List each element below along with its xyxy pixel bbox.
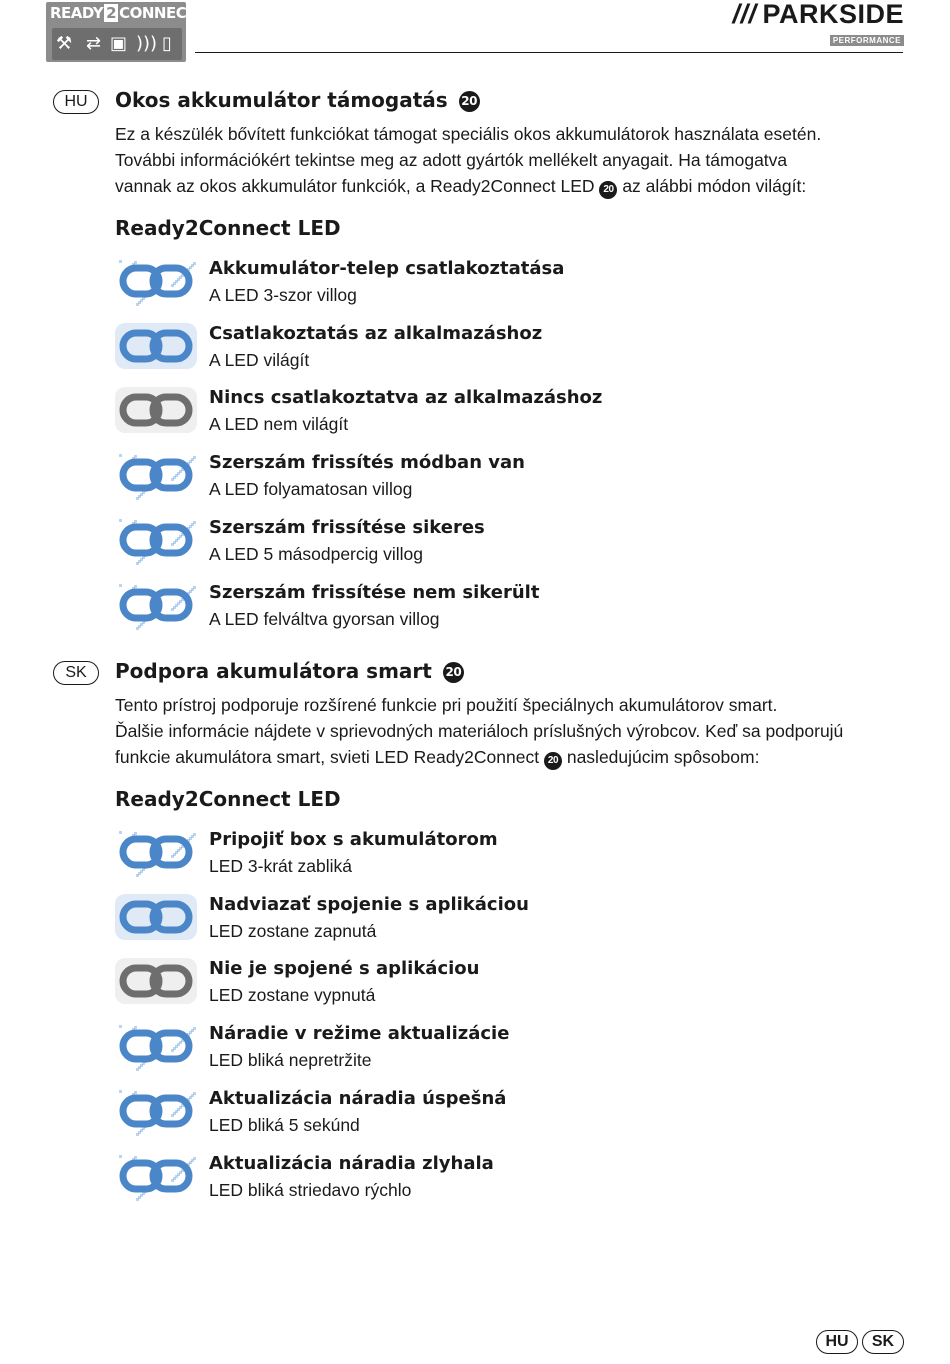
led-state-row [115,827,875,881]
footer-badge-hu: HU [816,1330,858,1354]
led-state-row [115,956,875,1010]
link-led-blinking-icon [115,256,197,306]
link-led-on-icon [115,892,197,942]
led-state-label: Pripojiť box s akumulátorom [209,829,498,850]
link-led-blinking-icon [115,580,197,630]
ready2connect-logo [46,2,196,62]
led-state-label: Akkumulátor-telep csatlakoztatása [209,258,565,279]
led-state-row [115,515,875,569]
led-state-label: Náradie v režime aktualizácie [209,1023,510,1045]
link-led-off-icon [115,956,197,1006]
phone-icon: ▯ [162,33,172,54]
led-state-description: A LED világít [209,349,310,370]
led-state-description: A LED nem világít [209,414,349,435]
led-state-row [115,892,875,946]
link-led-blinking-icon [115,1151,197,1201]
brand-logo [732,0,904,47]
footer-lang-badges [812,1330,904,1354]
ready2connect-logo-title: READY 2 CONNECT [50,4,196,22]
led-subtitle-hu: Ready2Connect LED [115,216,341,240]
link-led-off-icon [115,385,197,435]
ready2connect-logo-icons [52,28,182,60]
led-state-description: A LED 3-szor villog [209,285,357,305]
brand-name: /// PARKSIDE [732,0,904,29]
led-state-row [115,1151,875,1205]
ref-number-badge: 20 [459,91,480,112]
link-led-blinking-icon [115,827,197,877]
section-paragraph-sk: Tento prístroj podporuje rozšírené funkcie pri použití špeciálnych akumulátorov smart. Ďalšie informácie nájdete v sprievodných materiáloch príslušných výrobcov. Keď sa podporujú funkcie akumulátora smart, svieti LED Ready2Connect 20 nasledujúcim spôsobom: [115,692,895,770]
led-state-label: Csatlakoztatás az alkalmazáshoz [209,322,543,344]
header-divider [195,52,903,53]
section-title-sk: Podpora akumulátora smart 20 [115,659,464,683]
link-led-on-icon [115,321,197,371]
led-state-label: Nincs csatlakoztatva az alkalmazáshoz [209,387,603,409]
lang-badge-sk: SK [53,661,99,685]
led-state-label: Nie je spojené s aplikáciou [209,958,480,980]
led-state-label: Szerszám frissítése nem sikerült [209,581,540,603]
drill-icon: ⚒ [56,33,73,54]
led-state-row [115,450,875,504]
led-state-label: Szerszám frissítés módban van [209,452,525,474]
led-state-row [115,1086,875,1140]
led-state-row [115,385,875,439]
link-led-blinking-icon [115,1021,197,1071]
lang-badge-hu: HU [53,90,99,114]
led-state-description: LED bliká 5 sekúnd [209,1114,360,1135]
ref-number-badge: 20 [599,181,617,199]
led-state-label: Szerszám frissítése sikeres [209,516,485,538]
led-state-row [115,321,875,375]
ref-number-badge: 20 [443,662,464,683]
led-state-label: Aktualizácia náradia zlyhala [209,1152,494,1174]
led-state-description: LED bliká nepretržite [209,1050,372,1071]
ref-number-badge: 20 [544,752,562,770]
brand-subtitle: PERFORMANCE [830,35,904,46]
link-led-blinking-icon [115,1086,197,1136]
signal-icon: ))) [136,33,158,54]
led-state-description: LED zostane zapnutá [209,920,377,941]
led-state-description: LED bliká striedavo rýchlo [209,1179,412,1200]
battery-icon: ▣ [110,33,128,54]
section-title-hu: Okos akkumulátor támogatás 20 [115,88,480,112]
led-state-row [115,256,875,310]
link-led-blinking-icon [115,450,197,500]
led-subtitle-sk: Ready2Connect LED [115,787,341,811]
transfer-arrows-icon: ⇄ [86,33,102,54]
footer-badge-sk: SK [862,1330,904,1354]
led-state-description: A LED folyamatosan villog [209,479,413,500]
link-led-blinking-icon [115,515,197,565]
section-paragraph-hu: Ez a készülék bővített funkciókat támogat speciális okos akkumulátorok használata esetén. További információkért tekintse meg az adott gyártók mellékelt anyagait. Ha támogatva vannak az okos akkumulátor funkciók, a Ready2Connect LED 20 az alábbi módon világít: [115,121,895,199]
led-state-description: A LED 5 másodpercig villog [209,543,423,564]
led-state-row [115,1021,875,1075]
led-state-label: Aktualizácia náradia úspešná [209,1087,507,1109]
led-state-description: LED 3-krát zabliká [209,856,352,876]
led-state-description: LED zostane vypnutá [209,985,376,1006]
led-state-row [115,580,875,634]
led-state-description: A LED felváltva gyorsan villog [209,608,440,629]
led-state-label: Nadviazať spojenie s aplikáciou [209,893,529,915]
